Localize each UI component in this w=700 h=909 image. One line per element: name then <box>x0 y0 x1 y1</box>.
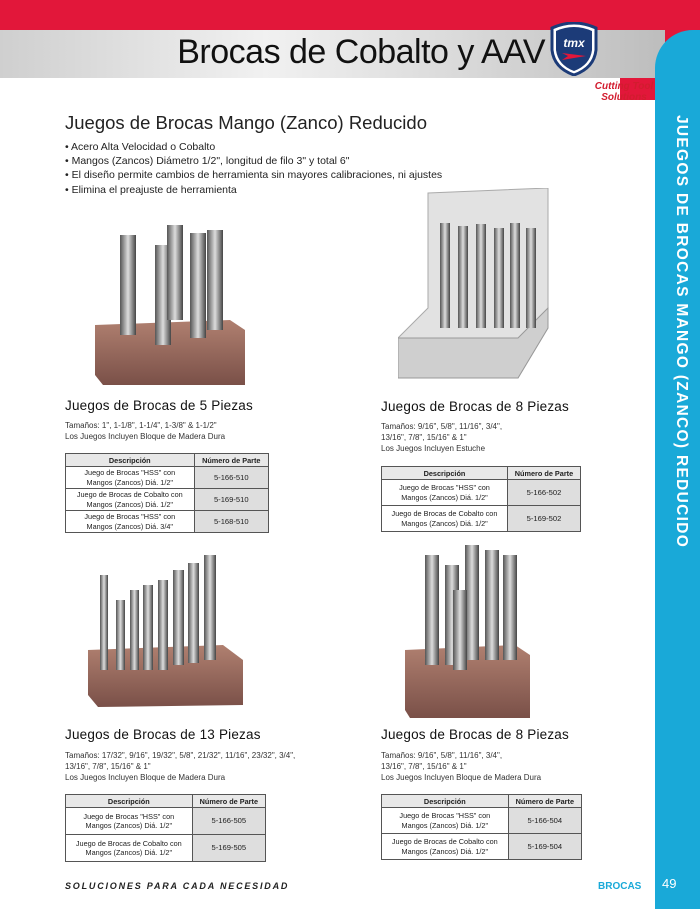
page-number: 49 <box>662 876 677 891</box>
product-includes: Los Juegos Incluyen Bloque de Madera Dura <box>381 773 542 782</box>
product-includes: Los Juegos Incluyen Bloque de Madera Dura <box>65 432 226 441</box>
drill-set-13-photo <box>88 545 248 710</box>
parts-table <box>381 466 581 532</box>
footer-slogan: SOLUCIONES PARA CADA NECESIDAD <box>65 881 290 891</box>
table-row <box>382 834 582 860</box>
feature-item: • Acero Alta Velocidad o Cobalto <box>65 141 216 153</box>
header-part: Número de Parte <box>192 795 265 808</box>
logo-tagline <box>590 81 658 103</box>
part-number: 5-169-510 <box>194 489 268 511</box>
product-title: Juegos de Brocas de 8 Piezas <box>381 727 569 742</box>
header-desc: Descripción <box>382 467 508 480</box>
product-sizes: Tamaños: 9/16", 5/8", 11/16", 3/4", <box>381 751 503 760</box>
part-number: 5-166-502 <box>507 480 580 506</box>
header-desc: Descripción <box>382 795 509 808</box>
desc-cell: Juego de Brocas "HSS" con Mangos (Zancos) Diá. 1/2" <box>382 480 508 506</box>
product-notes <box>381 750 541 783</box>
product-sizes: Tamaños: 17/32", 9/16", 19/32", 5/8", 21/32", 11/16", 23/32", 3/4", <box>65 751 296 760</box>
header-part: Número de Parte <box>507 467 580 480</box>
product-includes: Los Juegos Incluyen Bloque de Madera Dura <box>65 773 226 782</box>
table-row <box>66 489 269 511</box>
product-title: Juegos de Brocas de 13 Piezas <box>65 727 261 742</box>
header-desc: Descripción <box>66 454 195 467</box>
desc-cell: Juego de Brocas de Cobalto con Mangos (Zancos) Diá. 1/2" <box>382 506 508 532</box>
tagline-line-2: Solutions <box>601 92 647 103</box>
desc-cell: Juego de Brocas de Cobalto con Mangos (Zancos) Diá. 1/2" <box>66 489 195 511</box>
desc-cell: Juego de Brocas "HSS" con Mangos (Zancos) Diá. 1/2" <box>66 808 193 835</box>
product-sizes: 13/16", 7/8", 15/16" & 1" <box>65 762 151 771</box>
product-includes: Los Juegos Incluyen Estuche <box>381 444 486 453</box>
product-title: Juegos de Brocas de 5 Piezas <box>65 398 253 413</box>
table-row <box>382 808 582 834</box>
header-part: Número de Parte <box>194 454 268 467</box>
desc-cell: Juego de Brocas "HSS" con Mangos (Zancos) Diá. 3/4" <box>66 511 195 533</box>
product-sizes: 13/16", 7/8", 15/16" & 1" <box>381 762 467 771</box>
feature-item: • Mangos (Zancos) Diámetro 1/2", longitud de filo 3" y total 6" <box>65 155 350 168</box>
svg-text:tmx: tmx <box>563 36 585 50</box>
parts-table <box>381 794 582 860</box>
header-part: Número de Parte <box>508 795 581 808</box>
product-notes <box>65 420 225 442</box>
desc-cell: Juego de Brocas "HSS" con Mangos (Zancos) Diá. 1/2" <box>382 808 509 834</box>
part-number: 5-166-504 <box>508 808 581 834</box>
part-number: 5-166-505 <box>192 808 265 835</box>
table-row <box>382 480 581 506</box>
part-number: 5-168-510 <box>194 511 268 533</box>
parts-table <box>65 453 269 533</box>
table-row <box>66 467 269 489</box>
table-row <box>66 835 266 862</box>
tagline-line-1: Cutting Tool <box>594 81 654 92</box>
table-row <box>382 506 581 532</box>
product-sizes: Tamaños: 9/16", 5/8", 11/16", 3/4", <box>381 422 503 431</box>
part-number: 5-166-510 <box>194 467 268 489</box>
part-number: 5-169-502 <box>507 506 580 532</box>
section-title: Juegos de Brocas Mango (Zanco) Reducido <box>65 112 427 133</box>
table-row <box>66 808 266 835</box>
sidebar-label: JUEGOS DE BROCAS MANGO (ZANCO) REDUCIDO <box>673 115 690 549</box>
feature-item: • El diseño permite cambios de herramienta sin mayores calibraciones, ni ajustes <box>65 169 443 182</box>
product-notes <box>65 750 295 783</box>
desc-cell: Juego de Brocas "HSS" con Mangos (Zancos) Diá. 1/2" <box>66 467 195 489</box>
desc-cell: Juego de Brocas de Cobalto con Mangos (Zancos) Diá. 1/2" <box>382 834 509 860</box>
footer-section: BROCAS <box>598 881 642 892</box>
parts-table <box>65 794 266 862</box>
drill-set-8-case-photo <box>398 188 553 386</box>
product-sizes: 13/16", 7/8", 15/16" & 1" <box>381 433 467 442</box>
product-sizes: Tamaños: 1", 1-1/8", 1-1/4", 1-3/8" & 1-1/2" <box>65 421 217 430</box>
desc-cell: Juego de Brocas de Cobalto con Mangos (Zancos) Diá. 1/2" <box>66 835 193 862</box>
part-number: 5-169-505 <box>192 835 265 862</box>
tmx-logo <box>548 22 600 76</box>
feature-item: • Elimina el preajuste de herramienta <box>65 183 237 196</box>
product-title: Juegos de Brocas de 8 Piezas <box>381 399 569 414</box>
header-desc: Descripción <box>66 795 193 808</box>
drill-set-8-block-photo <box>405 540 533 720</box>
page-title: Brocas de Cobalto y AAV <box>177 33 545 71</box>
product-notes <box>381 421 502 454</box>
drill-set-5-photo <box>95 225 250 387</box>
table-row <box>66 511 269 533</box>
feature-list <box>65 140 442 197</box>
part-number: 5-169-504 <box>508 834 581 860</box>
